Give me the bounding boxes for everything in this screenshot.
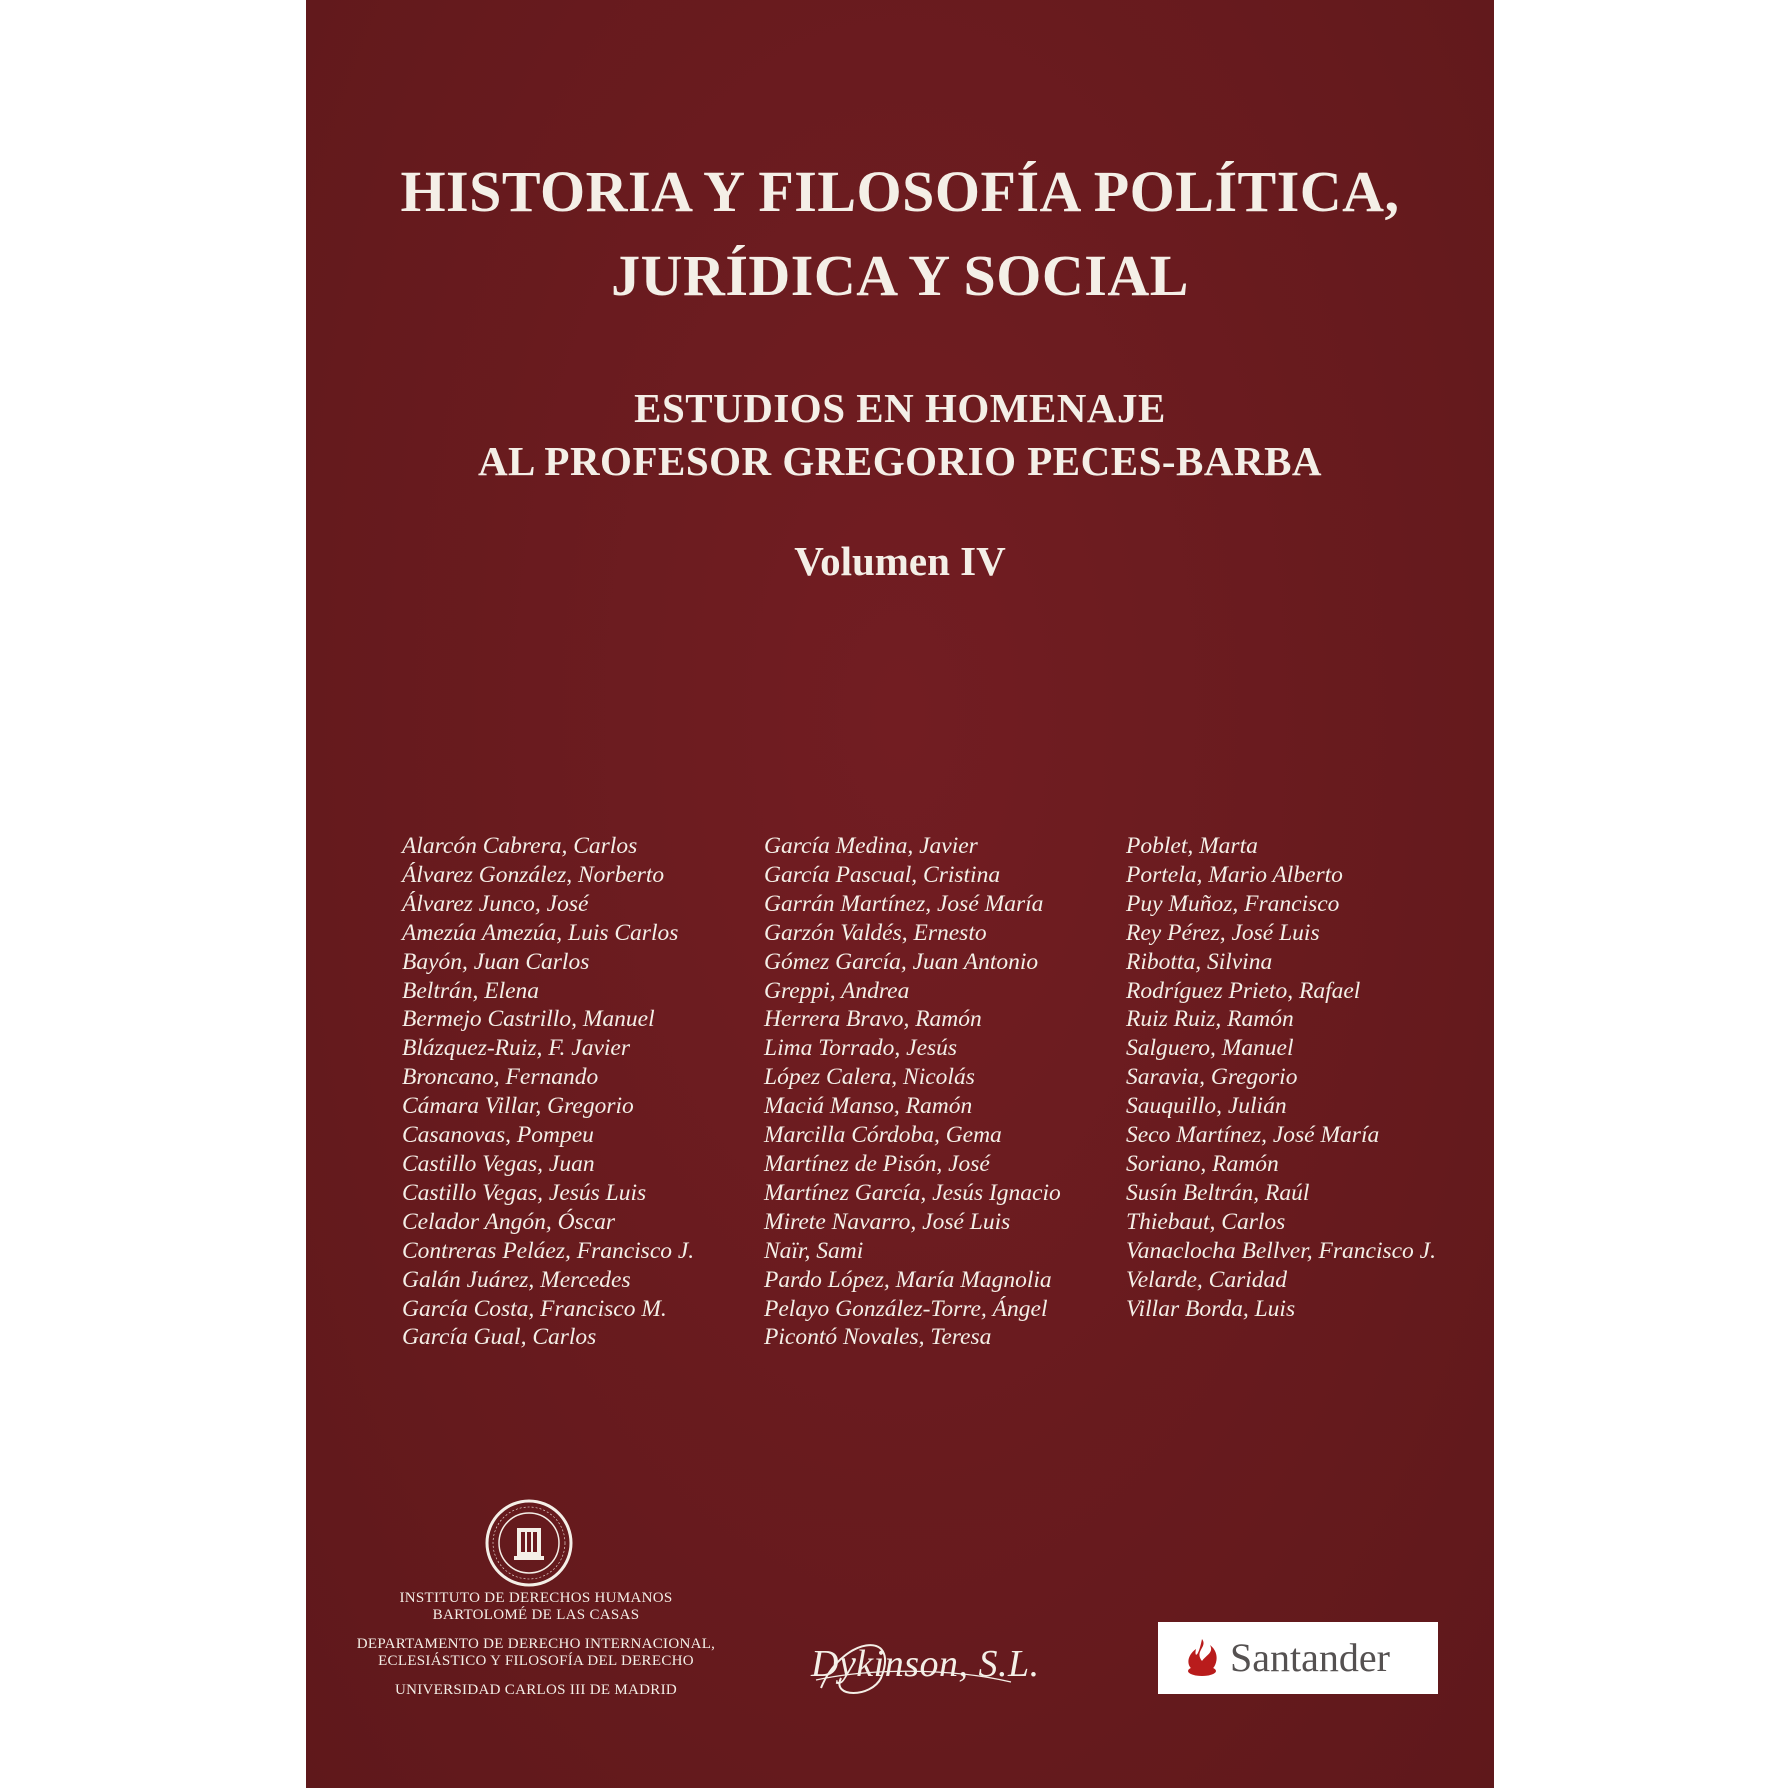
author-name: Beltrán, Elena [402, 977, 540, 1004]
author-name: García Medina, Javier [764, 833, 978, 859]
title-line-2: JURÍDICA Y SOCIAL [611, 243, 1189, 308]
authors-column-2 [764, 832, 1061, 1352]
author-name: Thiebaut, Carlos [1126, 1208, 1286, 1235]
author-name: Ruiz Ruiz, Ramón [1126, 1006, 1294, 1033]
author-name: Herrera Bravo, Ramón [764, 1006, 982, 1033]
author-name: García Costa, Francisco M. [402, 1295, 667, 1322]
authors-column-1 [402, 832, 694, 1352]
author-name: Casanovas, Pompeu [402, 1122, 594, 1149]
sponsor-name: Santander [1230, 1635, 1390, 1680]
author-name: Cámara Villar, Gregorio [402, 1093, 634, 1120]
author-name: Pardo López, María Magnolia [764, 1266, 1052, 1293]
author-name: Contreras Peláez, Francisco J. [402, 1237, 695, 1264]
department-line-2: ECLESIÁSTICO Y FILOSOFÍA DEL DERECHO [378, 1653, 694, 1669]
author-name: Gómez García, Juan Antonio [764, 948, 1039, 975]
author-name: Rey Pérez, José Luis [1126, 919, 1320, 946]
author-name: García Pascual, Cristina [764, 861, 1001, 888]
author-name: Amezúa Amezúa, Luis Carlos [402, 919, 679, 946]
author-name: Bayón, Juan Carlos [402, 948, 590, 975]
author-name: Susín Beltrán, Raúl [1126, 1179, 1310, 1206]
institute-name [306, 1590, 766, 1624]
author-name: Villar Borda, Luis [1126, 1295, 1296, 1322]
author-name: Martínez de Pisón, José [764, 1150, 990, 1177]
author-name: Alarcón Cabrera, Carlos [402, 833, 638, 859]
author-name: Velarde, Caridad [1126, 1266, 1288, 1293]
author-name: Garzón Valdés, Ernesto [764, 919, 987, 946]
volume-label: Volumen IV [794, 538, 1006, 584]
author-name: Puy Muñoz, Francisco [1126, 890, 1340, 917]
author-name: Salguero, Manuel [1126, 1035, 1294, 1062]
subtitle-line-1: ESTUDIOS EN HOMENAJE [634, 385, 1166, 431]
book-title [306, 150, 1494, 318]
author-name: Seco Martínez, José María [1126, 1122, 1380, 1149]
author-name: Mirete Navarro, José Luis [764, 1208, 1011, 1235]
author-name: Naïr, Sami [764, 1237, 864, 1264]
author-name: García Gual, Carlos [402, 1324, 597, 1351]
author-name: Soriano, Ramón [1126, 1150, 1279, 1177]
author-name: Ribotta, Silvina [1126, 948, 1273, 975]
subtitle-line-2: AL PROFESOR GREGORIO PECES-BARBA [477, 438, 1323, 484]
author-name: Pelayo González-Torre, Ángel [764, 1295, 1048, 1322]
department-name [306, 1636, 766, 1670]
author-name: Castillo Vegas, Juan [402, 1150, 595, 1177]
publisher-logo [811, 1618, 1061, 1708]
author-name: Vanaclocha Bellver, Francisco J. [1126, 1237, 1436, 1264]
author-name: Saravia, Gregorio [1126, 1064, 1298, 1091]
sponsor-logo [1158, 1622, 1438, 1694]
institute-line-1: INSTITUTO DE DERECHOS HUMANOS [399, 1590, 673, 1606]
author-name: Greppi, Andrea [764, 977, 910, 1004]
author-name: López Calera, Nicolás [764, 1064, 975, 1091]
author-name: Poblet, Marta [1126, 833, 1258, 859]
institute-line-2: BARTOLOMÉ DE LAS CASAS [432, 1607, 640, 1623]
author-name: Álvarez González, Norberto [402, 861, 665, 888]
author-name: Celador Angón, Óscar [402, 1208, 616, 1235]
author-name: Sauquillo, Julián [1126, 1093, 1287, 1120]
author-name: Portela, Mario Alberto [1126, 861, 1343, 888]
author-name: Picontó Novales, Teresa [764, 1324, 992, 1351]
author-name: Broncano, Fernando [402, 1064, 599, 1091]
title-line-1: HISTORIA Y FILOSOFÍA POLÍTICA, [400, 159, 1400, 224]
author-name: Galán Juárez, Mercedes [402, 1266, 631, 1293]
author-name: Blázquez-Ruiz, F. Javier [402, 1035, 631, 1062]
author-name: Álvarez Junco, José [402, 890, 589, 917]
author-name: Bermejo Castrillo, Manuel [402, 1006, 655, 1033]
author-name: Maciá Manso, Ramón [764, 1093, 973, 1120]
authors-column-3 [1126, 832, 1436, 1323]
book-cover [306, 0, 1494, 1788]
university-seal-icon [484, 1498, 574, 1588]
book-subtitle [306, 382, 1494, 488]
publisher-name: Dykinson, S.L. [811, 1643, 1040, 1685]
santander-flame-icon [1184, 1637, 1220, 1679]
author-name: Martínez García, Jesús Ignacio [764, 1179, 1061, 1206]
university-name: UNIVERSIDAD CARLOS III DE MADRID [394, 1682, 678, 1698]
department-line-1: DEPARTAMENTO DE DERECHO INTERNACIONAL, [356, 1636, 716, 1652]
author-name: Marcilla Córdoba, Gema [764, 1122, 1002, 1149]
author-name: Garrán Martínez, José María [764, 890, 1044, 917]
author-name: Rodríguez Prieto, Rafael [1126, 977, 1361, 1004]
author-name: Lima Torrado, Jesús [764, 1035, 958, 1062]
authors-list [402, 832, 1482, 1362]
author-name: Castillo Vegas, Jesús Luis [402, 1179, 647, 1206]
